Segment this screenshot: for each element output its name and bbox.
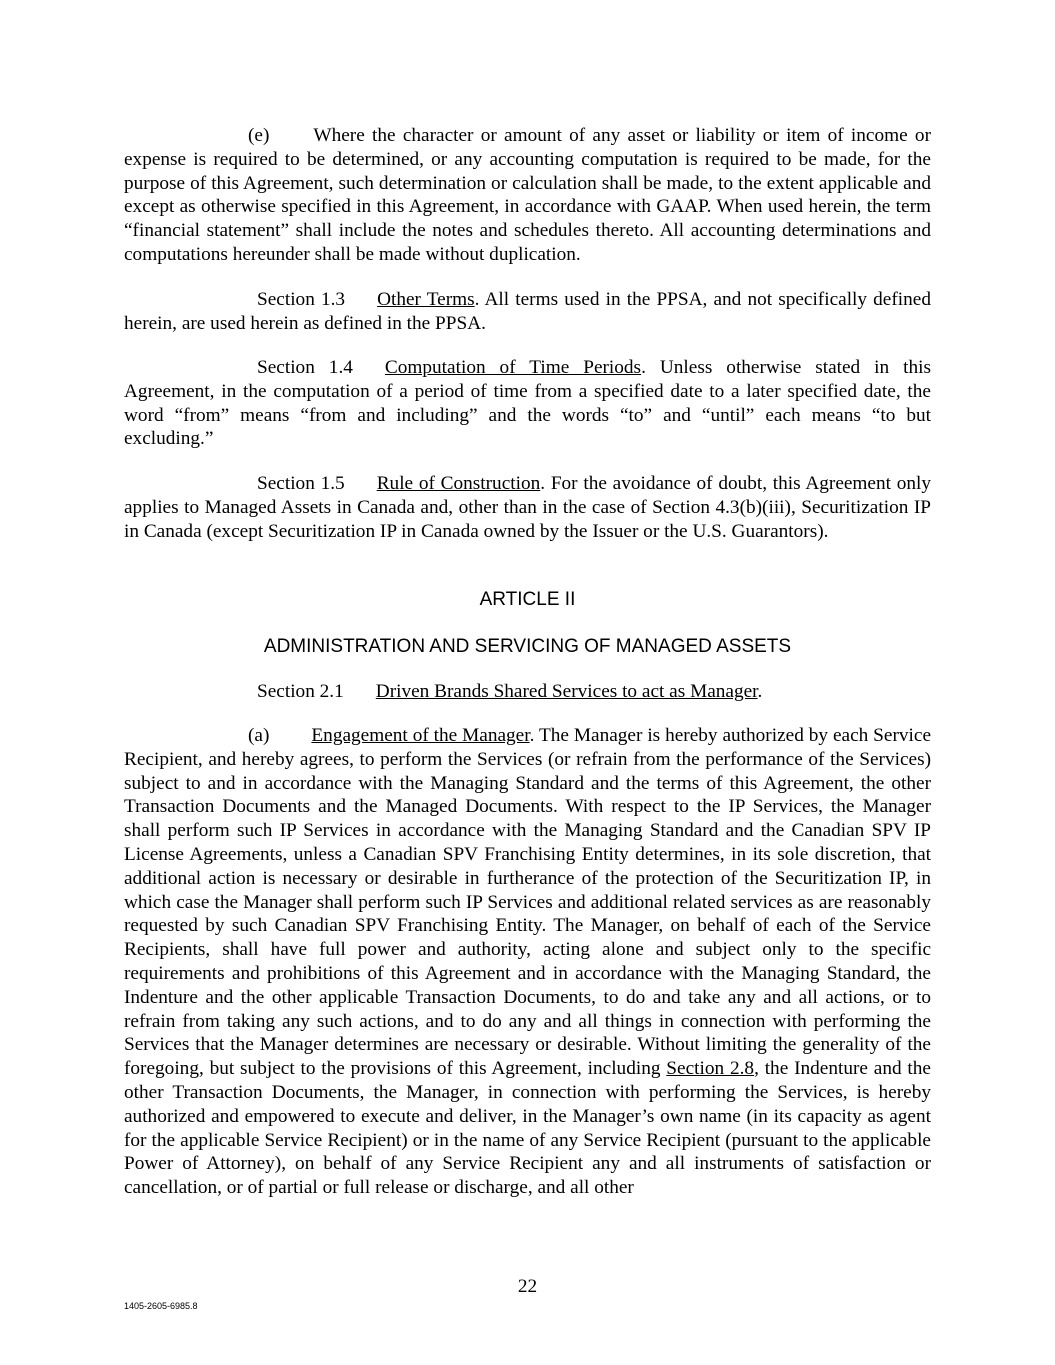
section-1-5-title: Rule of Construction (376, 473, 541, 494)
section-1-4-text: . Unless otherwise stated in this Agreement, in the computation of a period of time from a specified date to a later specified date, the word “from” means “from and including” and the words “to” and “until” each means “to but excluding.” (124, 357, 931, 450)
paragraph-a-label: (a) (248, 725, 270, 746)
section-1-4-title: Computation of Time Periods (384, 357, 642, 378)
paragraph-a (124, 724, 931, 1200)
paragraph-a-title: Engagement of the Manager (311, 725, 530, 746)
paragraph-e (124, 124, 931, 267)
paragraph-a-text-1: . The Manager is hereby authorized by each Service Recipient, and hereby agrees, to perform the Services (or refrain from the performance of the Services) subject to and in accordance with the Managing Standard and the terms of this Agreement, the other Transaction Documents and the Managed Documents. With respect to the IP Services, the Manager shall perform such IP Services in accordance with the Managing Standard and the Canadian SPV IP License Agreements, unless a Canadian SPV Franchising Entity determines, in its sole discretion, that additional action is necessary or desirable in furtherance of the protection of the Securitization IP, in which case the Manager shall perform such IP Services and additional related services as are reasonably requested by such Canadian SPV Franchising Entity. The Manager, on behalf of each of the Service Recipients, shall have full power and authority, acting alone and subject only to the specific requirements and prohibitions of this Agreement and in accordance with the Managing Standard, the Indenture and the other applicable Transaction Documents, to do and take any and all actions, or to refrain from taking any such actions, and to do any and all things in connection with performing the Services that the Manager determines are necessary or desirable. Without limiting the generality of the foregoing, but subject to the provisions of this Agreement, including (124, 725, 932, 1080)
article-title: ADMINISTRATION AND SERVICING OF MANAGED ASSETS (263, 636, 792, 657)
section-1-3-title: Other Terms (377, 289, 475, 310)
section-1-5-number: Section 1.5 (257, 473, 345, 494)
section-1-4 (124, 356, 931, 451)
section-2-1-number: Section 2.1 (257, 681, 344, 702)
paragraph-e-text: Where the character or amount of any asset or liability or item of income or expense is required to be determined, or any accounting computation is required to be made, for the purpose of this Agreement, such determination or calculation shall be made, to the extent applicable and except as otherwise specified in this Agreement, in accordance with GAAP. When used herein, the term “financial statement” shall include the notes and schedules thereto. All accounting determinations and computations hereunder shall be made without duplication. (124, 125, 931, 265)
article-number: ARTICLE II (479, 589, 576, 610)
section-2-8-reference: Section 2.8 (666, 1058, 755, 1080)
section-1-5 (124, 472, 931, 543)
paragraph-a-text-2: , the Indenture and the other Transaction Documents, the Manager, in connection with performing the Services, is hereby authorized and empowered to execute and deliver, in the Manager’s own name (in its capacity as agent for the applicable Service Recipient) or in the name of any Service Recipient (pursuant to the applicable Power of Attorney), on behalf of any Service Recipient any and all instruments of satisfaction or cancellation, or of partial or full release or discharge, and all other (124, 1058, 931, 1199)
section-1-3 (124, 288, 931, 336)
document-id: 1405-2605-6985.8 (124, 1301, 198, 1311)
section-1-3-number: Section 1.3 (257, 289, 346, 310)
section-2-1-period: . (757, 681, 763, 702)
page-number: 22 (517, 1276, 538, 1297)
section-2-1 (124, 680, 931, 704)
section-1-4-number: Section 1.4 (257, 357, 353, 378)
section-1-3-text: . All terms used in the PPSA, and not specifically defined herein, are used herein as defined in the PPSA. (124, 289, 931, 334)
section-1-5-text: . For the avoidance of doubt, this Agreement only applies to Managed Assets in Canada and, other than in the case of Section 4.3(b)(iii), Securitization IP in Canada (except Securitization IP in Canada owned by the Issuer or the U.S. Guarantors). (124, 473, 931, 542)
section-2-1-title: Driven Brands Shared Services to act as Manager (375, 681, 758, 702)
paragraph-e-label: (e) (248, 125, 270, 146)
